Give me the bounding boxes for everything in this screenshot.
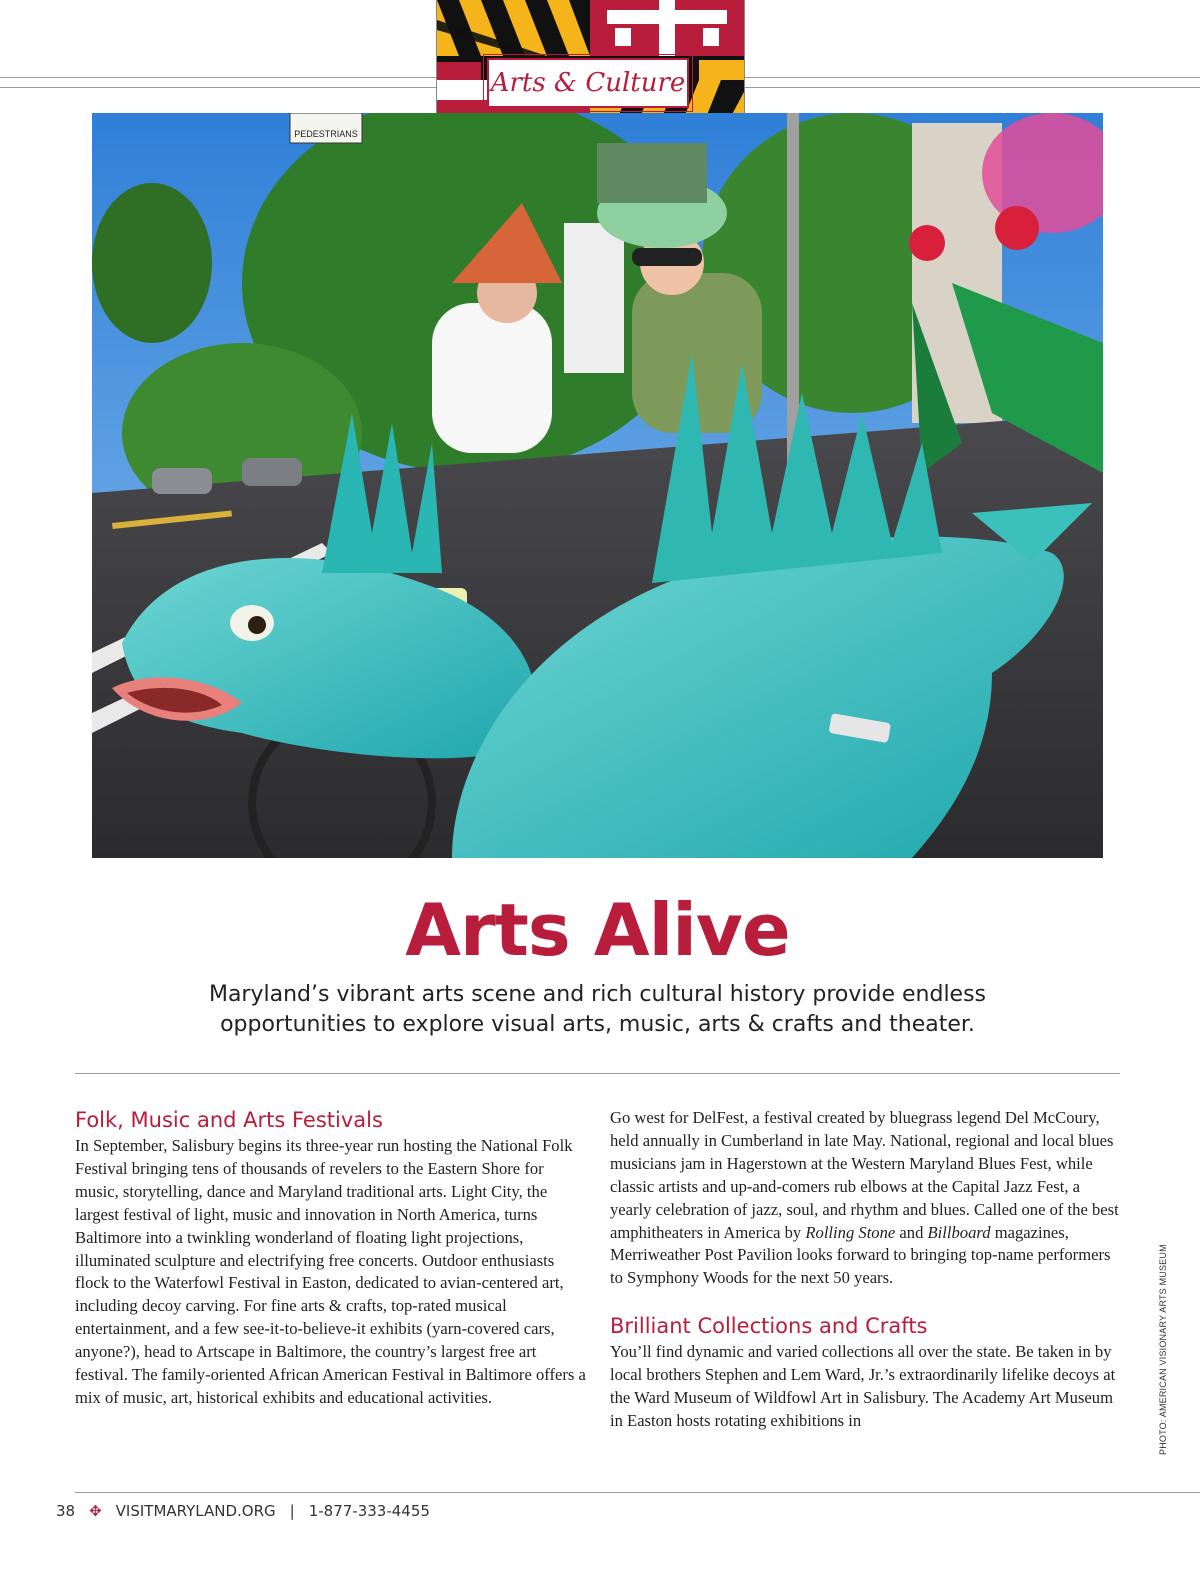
footer-website: VISITMARYLAND.ORG [115,1502,276,1520]
delfest-text: Go west for DelFest, a festival created by bluegrass legend Del McCoury, held annually in Cumberland in late May. National, regional and local blues musicians jam in Hagerstown at the Western Maryland Blues Fest, while classic artists and up-and-comers rub elbows at the Capital Jazz Fest, a yearly celebration of jazz, soul, and rhythm and blues. Called one of the best amphitheaters in America by [610,1108,1119,1242]
ornament-icon: ✥ [89,1502,102,1520]
page-number: 38 [56,1502,76,1520]
rolling-stone-title: Rolling Stone [805,1222,896,1242]
section-body-festivals: In September, Salisbury begins its three-year run hosting the National Folk Festival bringing tens of thousands of revelers to the Eastern Shore for music, storytelling, dance and Maryland traditional arts. Light City, the largest festival of light, music and innovation in North America, turns Baltimore into a twinkling wonderland of floating light projections, illuminated sculpture and electrifying free concerts. Outdoor enthusiasts flock to the Waterfowl Festival in Easton, dedicated to avian-centered art, including decoy carving. For fine arts & crafts, top-rated musical entertainment, and a few see-it-to-believe-it exhibits (yarn-covered cars, anyone?), head to Artscape in Baltimore, the country’s largest free art festival. The family-oriented African American Festival in Baltimore offers a mix of music, art, historical exhibits and educational activities. [75,1136,586,1407]
and-text: and [899,1222,924,1242]
section-heading-festivals: Folk, Music and Arts Festivals [75,1108,383,1132]
section-divider [75,1073,1120,1074]
footer-separator: | [289,1502,295,1520]
section-label-text: Arts & Culture [490,68,686,98]
page-footer [56,1502,430,1520]
sign-text: PEDESTRIANS [294,129,358,139]
section-body-collections: You’ll find dynamic and varied collections all over the state. Be taken in by local brothers Stephen and Lem Ward, Jr.’s extraordinarily lifelike decoys at the Ward Museum of Wildfowl Art in Salisbury. The Academy Art Museum in Easton hosts rotating exhibitions in [610,1342,1116,1430]
section-heading-collections: Brilliant Collections and Crafts [610,1314,928,1339]
photo-credit: PHOTO: AMERICAN VISIONARY ARTS MUSEUM [1158,1244,1168,1455]
article-headline: Arts Alive [405,888,790,972]
left-column [75,1107,590,1410]
merriweather-text: magazines, Merriweather Post Pavilion looks forward to bringing top-name performers to Symphony Woods for the next 50 years. [610,1222,1111,1288]
article-dek [150,980,1045,1040]
dek-line-2: opportunities to explore visual arts, music, arts & crafts and theater. [220,1012,975,1037]
hero-photo [92,113,1103,858]
section-body-delfest [610,1107,1120,1290]
footer-phone: 1-877-333-4455 [308,1502,430,1520]
kinetic-sculpture-photo [92,113,1103,858]
footer-rule [75,1492,1200,1493]
dek-line-1: Maryland’s vibrant arts scene and rich cultural history provide endless [208,982,987,1007]
billboard-title: Billboard [927,1222,991,1242]
section-label [487,58,689,108]
right-column [610,1107,1120,1433]
